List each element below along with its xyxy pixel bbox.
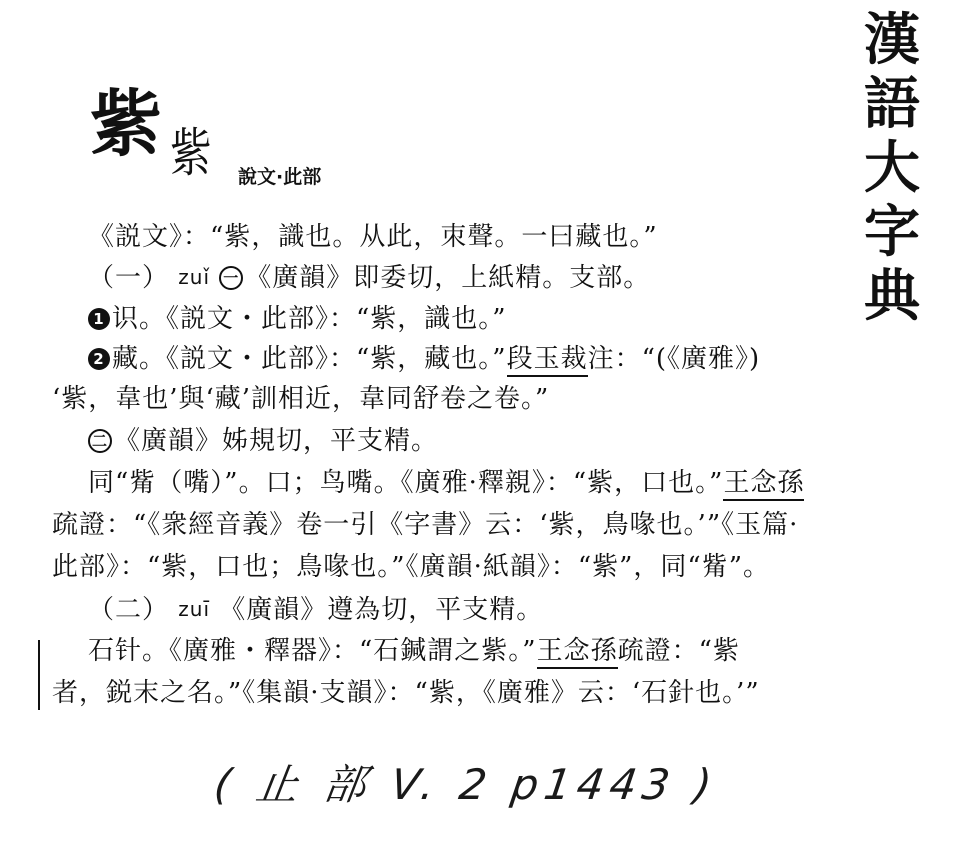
seal-source-label: 說文·此部 <box>238 166 322 188</box>
definition-line <box>88 634 740 668</box>
reading-number: （二） <box>88 595 170 625</box>
circled-number: 二 <box>88 429 112 453</box>
underlined-name: 段玉裁 <box>507 344 588 377</box>
continuation-line: 疏證：“《衆經音義》卷一引《字書》云：‘紫，鳥喙也。’”《玉篇· <box>52 510 799 540</box>
text-segment: 同“觜（嘴）”。口；鸟嘴。《廣雅·釋親》：“紫，口也。” <box>88 468 724 498</box>
text-segment: 注：“(《廣雅》) <box>587 344 761 374</box>
text-segment: 疏證：“紫 <box>617 636 740 666</box>
sense-number: 2 <box>88 348 110 370</box>
definition-line <box>88 220 658 254</box>
underlined-name: 王念孫 <box>723 468 804 501</box>
text-segment: 《廣韻》即委切，上紙精。支部。 <box>245 263 651 293</box>
definition-line <box>88 466 804 500</box>
reading-line <box>88 260 650 295</box>
entry-head-character: 紫 <box>90 81 163 166</box>
text-segment: ，識也。从此，朿聲。一曰藏也。” <box>251 222 658 252</box>
text-segment: 识。《説文・此部》：“紫，識也。” <box>112 304 507 334</box>
sense-line <box>88 302 507 336</box>
text-segment: 紫 <box>224 222 252 252</box>
reading-line <box>88 592 543 627</box>
sense-number: 1 <box>88 308 110 330</box>
reading-line <box>88 424 438 458</box>
margin-mark <box>38 640 40 710</box>
side-title-char: 字 <box>864 199 920 265</box>
side-title-char: 漢 <box>864 7 920 73</box>
text-segment: 《説文》：“ <box>88 222 225 252</box>
handwritten-reference-note: ( 止 部 V. 2 p1443 ) <box>211 760 721 809</box>
continuation-line: 者，鋭末之名。”《集韻·支韻》：“紫，《廣雅》云：‘石針也。’” <box>52 678 760 708</box>
side-title-char: 大 <box>864 135 920 201</box>
reading-number: （一） <box>88 263 170 293</box>
continuation-line: ‘紫，韋也’與‘藏’訓相近，韋同舒卷之卷。” <box>52 384 550 414</box>
side-title-char: 語 <box>864 71 920 137</box>
text-segment: 石针。《廣雅・釋器》：“石鍼謂之紫。” <box>88 636 537 666</box>
pinyin: zuǐ <box>178 265 211 289</box>
pinyin: zuī <box>178 597 211 621</box>
text-segment: 《廣韻》姊規切，平支精。 <box>114 426 439 456</box>
circled-number: 一 <box>219 266 243 290</box>
seal-script-character: 紫 <box>170 124 212 184</box>
underlined-name: 王念孫 <box>537 636 618 669</box>
side-title <box>860 8 924 328</box>
side-title-char: 典 <box>864 263 920 329</box>
text-segment: 藏。《説文・此部》：“紫，藏也。” <box>112 344 507 374</box>
text-segment: 《廣韻》遵為切，平支精。 <box>219 595 544 625</box>
sense-line <box>88 342 760 376</box>
continuation-line: 此部》：“紫，口也；鳥喙也。”《廣韻·紙韻》：“紫”，同“觜”。 <box>52 552 771 582</box>
